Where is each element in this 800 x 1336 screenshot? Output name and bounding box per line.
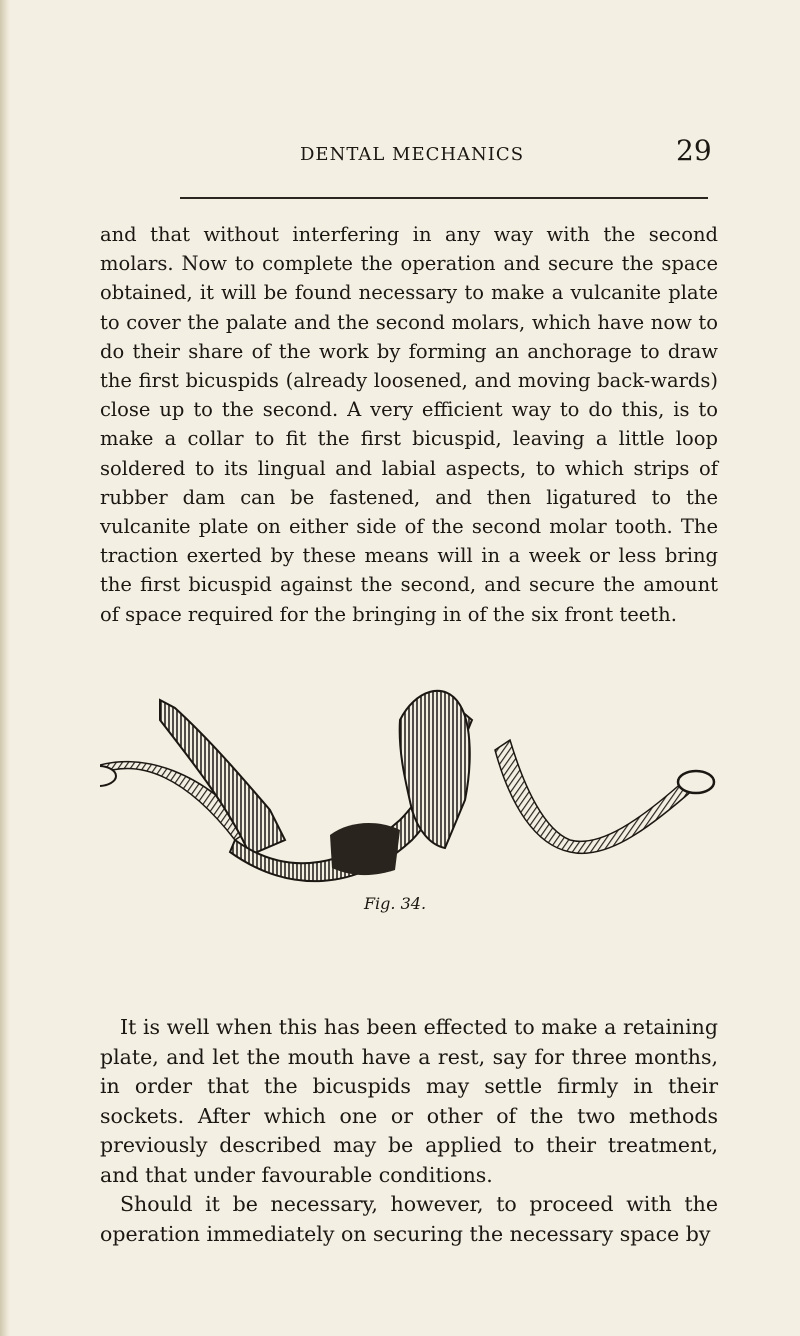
- page-number: 29: [676, 134, 712, 167]
- body-text-bottom: [100, 1013, 718, 1249]
- figure-caption: Fig. 34.: [363, 894, 427, 913]
- running-head: DENTAL MECHANICS: [300, 144, 525, 165]
- rubber-dam-traction-illustration: [100, 680, 718, 890]
- body-paragraph: It is well when this has been effected to make a retaining plate, and let the mouth have a rest, say for three months, in order that the bicuspids may settle firmly in their sockets. After which one or other of the two methods previously described may be applied to their treatment, and that under favourable conditions.: [100, 1015, 718, 1187]
- header-rule: [180, 197, 708, 199]
- right-shank: [495, 740, 695, 853]
- page-header: [0, 134, 800, 174]
- body-text-top: [100, 220, 718, 629]
- page-binding-edge: [0, 0, 10, 1336]
- body-paragraph: Should it be necessary, however, to proceed with the operation immediately on securing the necessary space by: [100, 1192, 718, 1246]
- body-paragraph: and that without interfering in any way with the second molars. Now to complete the operation and secure the space obtained, it will be found necessary to make a vulcanite plate to cover the palate and the second molars, which have now to do their share of the work by forming an anchorage to draw the first bicuspids (already loosened, and moving back-wards) close up to the second. A very efficient way to do this, is to make a collar to fit the first bicuspid, leaving a little loop soldered to its lingual and labial aspects, to which strips of rubber dam can be fastened, and then ligatured to the vulcanite plate on either side of the second molar tooth. The traction exerted by these means will in a week or less bring the first bicuspid against the second, and secure the amount of space required for the bringing in of the six front teeth.: [100, 223, 718, 626]
- right-loop: [678, 771, 714, 793]
- central-bulge: [330, 823, 400, 875]
- figure-34: [100, 680, 718, 913]
